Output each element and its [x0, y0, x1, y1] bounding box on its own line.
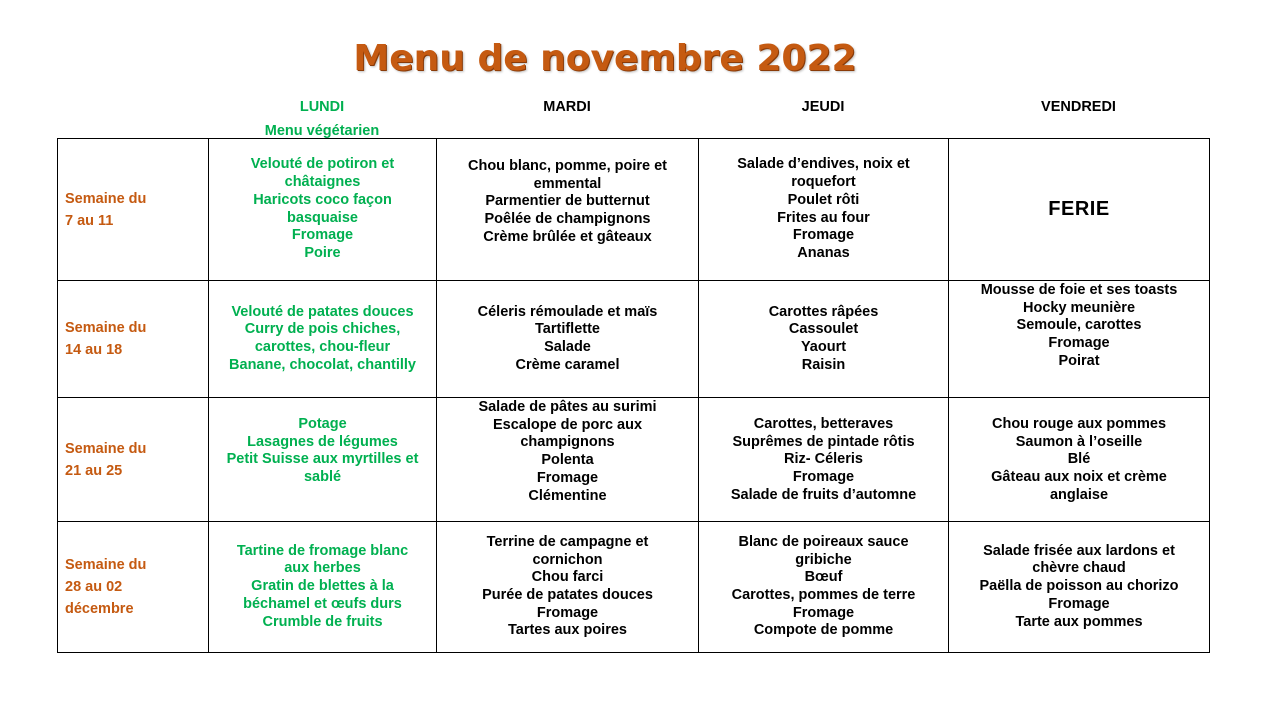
menu-cell-mardi: [437, 398, 699, 522]
menu-cell-jeudi: [699, 522, 949, 653]
menu-item: Bœuf: [804, 569, 843, 586]
menu-cell-vendredi: [949, 281, 1210, 398]
menu-item: Raisin: [801, 356, 846, 373]
menu-item: Chou rouge aux pommes: [991, 416, 1167, 432]
menu-item: Velouté de patates douces: [231, 303, 414, 320]
menu-item: aux herbes: [284, 560, 361, 577]
table-row: [58, 398, 1210, 522]
menu-item: Blé: [1067, 451, 1091, 468]
menu-item: Poêlée de champignons: [484, 211, 651, 228]
menu-cell-mardi: [437, 139, 699, 281]
menu-cell-lundi: [209, 139, 437, 281]
week-label: [58, 522, 209, 653]
week-label-line: 7 au 11: [65, 212, 114, 229]
menu-item: carottes, chou-fleur: [254, 339, 391, 355]
menu-item: Curry de pois chiches,: [244, 321, 401, 338]
menu-item: Gâteau aux noix et crème: [991, 469, 1167, 486]
week-label: [58, 139, 209, 281]
menu-item: Semoule, carottes: [1016, 317, 1142, 334]
menu-table: [57, 138, 1210, 653]
menu-item: gribiche: [795, 551, 852, 568]
week-label-line: Semaine du: [65, 320, 147, 336]
header-vendredi: VENDREDI: [1041, 99, 1116, 115]
menu-item: emmental: [533, 175, 602, 192]
menu-cell-vendredi: [949, 522, 1210, 653]
table-row: [58, 139, 1210, 281]
menu-cell-jeudi: [699, 281, 949, 398]
menu-cell-mardi: [437, 522, 699, 653]
menu-item: Haricots coco façon: [253, 191, 392, 208]
menu-item: Saumon à l’oseille: [1015, 433, 1143, 450]
menu-item: Crème caramel: [515, 356, 620, 373]
menu-item: Salade frisée aux lardons et: [983, 542, 1175, 559]
menu-item: Fromage: [536, 604, 599, 621]
menu-item: Terrine de campagne et: [486, 533, 649, 550]
week-label-line: 28 au 02: [65, 579, 123, 595]
menu-item: basquaise: [287, 209, 358, 226]
menu-item: Carottes, betteraves: [753, 416, 894, 432]
menu-item: Fromage: [536, 469, 599, 486]
menu-item: Fromage: [792, 469, 855, 486]
week-label: [58, 281, 209, 398]
menu-cell-lundi: [209, 522, 437, 653]
menu-item: sablé: [303, 469, 342, 486]
menu-cell-jeudi: [699, 139, 949, 281]
page-title: Menu de novembre 2022: [353, 38, 857, 79]
menu-item: Compote de pomme: [753, 622, 894, 639]
menu-item: Riz- Céleris: [784, 451, 863, 468]
menu-item: Tarte aux pommes: [1015, 613, 1143, 630]
holiday-label: FERIE: [1048, 197, 1110, 220]
menu-cell-jeudi: [699, 398, 949, 522]
week-label-line: Semaine du: [65, 557, 147, 573]
menu-item: Banane, chocolat, chantilly: [229, 356, 416, 373]
menu-item: Salade d’endives, noix et: [737, 156, 910, 173]
week-label-line: 21 au 25: [65, 462, 123, 479]
menu-item: Fromage: [792, 227, 855, 244]
header-lundi-sublabel: Menu végétarien: [264, 123, 380, 139]
menu-item: Salade: [544, 339, 591, 355]
menu-item: Chou blanc, pomme, poire et: [468, 158, 667, 174]
menu-item: Mousse de foie et ses toasts: [980, 282, 1178, 298]
menu-item: Fromage: [291, 227, 354, 244]
menu-cell-lundi: [209, 281, 437, 398]
header-lundi: [208, 96, 436, 142]
menu-item: Crème brûlée et gâteaux: [483, 228, 652, 245]
menu-item: Salade de fruits d’automne: [730, 486, 917, 503]
menu-item: Tartiflette: [535, 321, 600, 338]
menu-item: Paëlla de poisson au chorizo: [979, 578, 1179, 595]
menu-cell-vendredi: [949, 398, 1210, 522]
menu-item: Suprêmes de pintade rôtis: [732, 433, 915, 450]
header-lundi-label: LUNDI: [299, 99, 345, 115]
menu-item: Chou farci: [531, 569, 604, 586]
menu-item: roquefort: [791, 174, 856, 191]
menu-item: Poulet rôti: [787, 191, 860, 208]
menu-item: Crumble de fruits: [262, 613, 383, 630]
menu-item: cornichon: [532, 551, 603, 568]
menu-item: anglaise: [1049, 486, 1109, 503]
menu-item: Velouté de potiron et: [250, 156, 395, 173]
menu-item: béchamel et œufs durs: [243, 595, 402, 612]
menu-item: Fromage: [792, 604, 855, 621]
header-mardi: MARDI: [543, 99, 591, 115]
menu-item: Poire: [304, 244, 341, 261]
menu-item: Carottes râpées: [768, 303, 879, 320]
menu-item: Clémentine: [528, 487, 607, 504]
table-row: [58, 522, 1210, 653]
menu-item: Parmentier de butternut: [485, 193, 650, 210]
week-label-line: 14 au 18: [65, 342, 123, 358]
menu-item: Frites au four: [777, 209, 870, 226]
menu-item: Petit Suisse aux myrtilles et: [226, 451, 419, 468]
menu-item: Yaourt: [800, 339, 847, 355]
menu-item: châtaignes: [284, 174, 361, 191]
menu-item: Céleris rémoulade et maïs: [477, 303, 658, 320]
week-label-line: Semaine du: [65, 190, 147, 207]
menu-cell-mardi: [437, 281, 699, 398]
menu-item: Fromage: [1048, 595, 1110, 612]
table-row: [58, 281, 1210, 398]
week-label-line: Semaine du: [65, 440, 147, 457]
menu-item: Gratin de blettes à la: [251, 578, 394, 595]
menu-item: Tartine de fromage blanc: [236, 542, 409, 559]
menu-item: Polenta: [541, 452, 594, 469]
menu-item: Potage: [298, 416, 347, 432]
menu-item: Salade de pâtes au surimi: [478, 399, 657, 415]
menu-item: Hocky meunière: [1022, 299, 1136, 316]
menu-item: Carottes, pommes de terre: [731, 587, 916, 603]
menu-item: Escalope de porc aux: [492, 416, 643, 433]
menu-item: Purée de patates douces: [482, 587, 653, 603]
menu-item: Cassoulet: [788, 321, 859, 338]
menu-cell-vendredi: [949, 139, 1210, 281]
week-label: [58, 398, 209, 522]
menu-cell-lundi: [209, 398, 437, 522]
menu-item: Fromage: [1048, 335, 1110, 352]
menu-item: Lasagnes de légumes: [247, 433, 398, 450]
week-label-line: décembre: [65, 601, 134, 617]
menu-item: Poirat: [1058, 352, 1100, 369]
menu-item: Blanc de poireaux sauce: [738, 533, 909, 550]
menu-item: Ananas: [797, 244, 850, 261]
header-jeudi: JEUDI: [801, 99, 845, 115]
menu-item: chèvre chaud: [1032, 560, 1126, 577]
menu-item: champignons: [520, 434, 615, 451]
menu-item: Tartes aux poires: [507, 622, 627, 639]
